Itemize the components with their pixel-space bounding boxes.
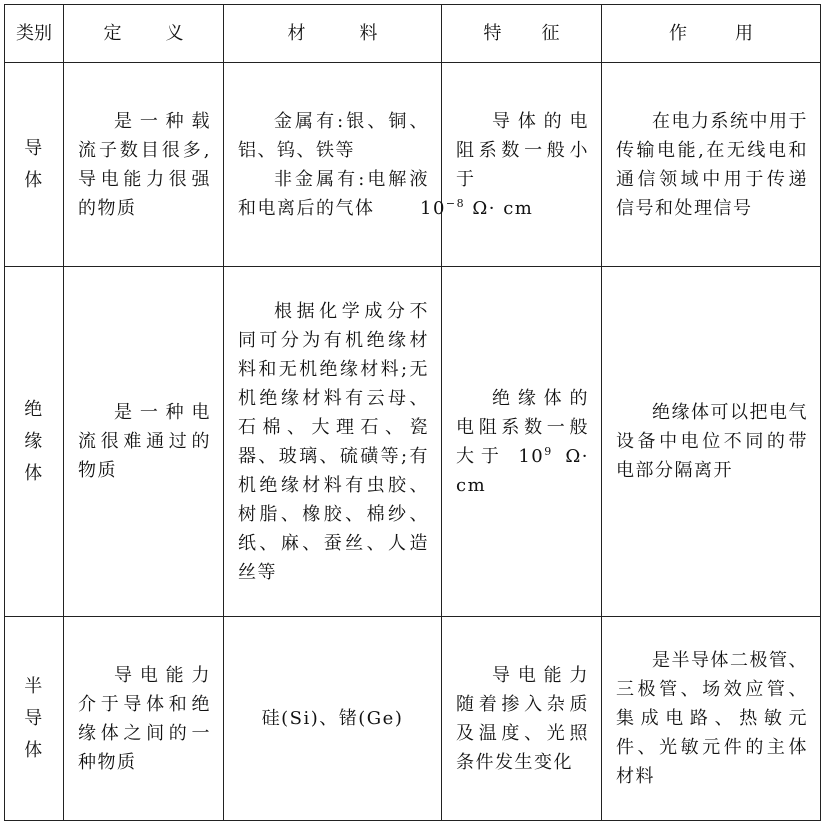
definition-cell: 是一种载流子数目很多,导电能力很强的物质 xyxy=(64,63,224,267)
category-cell: 导 体 xyxy=(5,63,64,267)
material-cell: 金属有:银、铜、铝、钨、铁等 非金属有:电解液和电离后的气体 xyxy=(224,63,442,267)
feature-cell: 导体的电阻系数一般小于 $10^{-8}$ Ω· cm xyxy=(442,63,602,267)
definition-cell: 是一种电流很难通过的物质 xyxy=(64,267,224,617)
header-function: 作 用 xyxy=(602,5,821,63)
header-definition: 定 义 xyxy=(64,5,224,63)
category-cell: 绝 缘 体 xyxy=(5,267,64,617)
feature-cell: 绝缘体的电阻系数一般大于 $10^9$ Ω· cm xyxy=(442,267,602,617)
feature-cell: 导电能力随着掺入杂质及温度、光照条件发生变化 xyxy=(442,617,602,821)
table-row-conductor xyxy=(5,63,821,267)
function-cell: 在电力系统中用于传输电能,在无线电和通信领域中用于传递信号和处理信号 xyxy=(602,63,821,267)
materials-table xyxy=(4,4,821,821)
table-row-semiconductor xyxy=(5,617,821,821)
header-category: 类别 xyxy=(5,5,64,63)
material-cell: 根据化学成分不同可分为有机绝缘材料和无机绝缘材料;无机绝缘材料有云母、石棉、大理石、瓷器、玻璃、硫磺等;有机绝缘材料有虫胶、树脂、橡胶、棉纱、纸、麻、蚕丝、人造丝等 xyxy=(224,267,442,617)
header-row xyxy=(5,5,821,63)
category-cell: 半 导 体 xyxy=(5,617,64,821)
header-feature: 特 征 xyxy=(442,5,602,63)
function-cell: 是半导体二极管、三极管、场效应管、集成电路、热敏元件、光敏元件的主体材料 xyxy=(602,617,821,821)
material-cell: 硅(Si)、锗(Ge) xyxy=(224,617,442,821)
definition-cell: 导电能力介于导体和绝缘体之间的一种物质 xyxy=(64,617,224,821)
table-row-insulator xyxy=(5,267,821,617)
header-material: 材 料 xyxy=(224,5,442,63)
function-cell: 绝缘体可以把电气设备中电位不同的带电部分隔离开 xyxy=(602,267,821,617)
